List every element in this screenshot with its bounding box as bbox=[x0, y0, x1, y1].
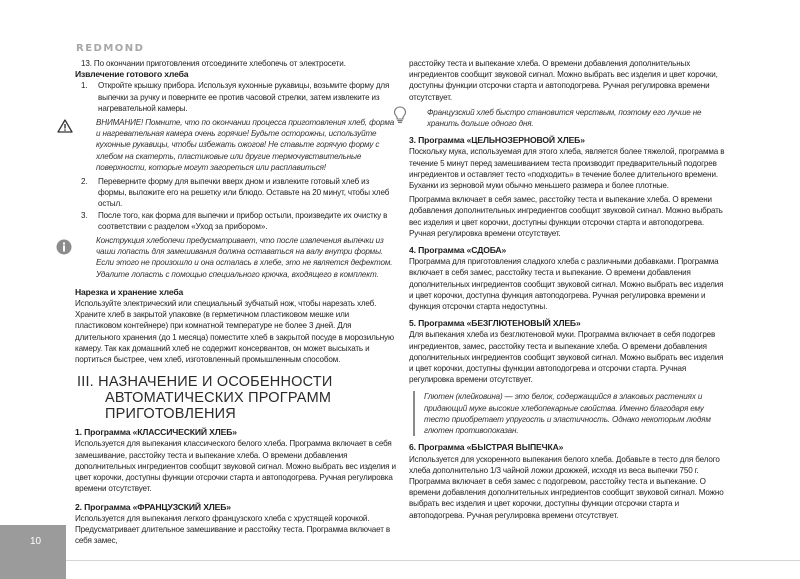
cut-heading: Нарезка и хранение хлеба bbox=[75, 286, 184, 297]
step-2 bbox=[75, 176, 397, 210]
program-6-text: Используется для ускоренного выпекания белого хлеба. Добавьте в тесто для белого хлеба дополнительно 1/3 чайной ложки дрожжей, исходя из веса выпечки 750 г. Программа включает в себя замес с подогревом, расстойку теста и выпекание. О времени добавления дополнительных ингредиентов сообщит звуковой сигнал. Можно выбрать вес изделия и цвет корочки, доступны функции отсрочки старта и автоподогрева. Ручная регулировка времени отсутствует. bbox=[409, 454, 724, 520]
warning-icon bbox=[57, 119, 73, 133]
brand-logo: REDMOND bbox=[76, 43, 145, 54]
lightbulb-icon bbox=[393, 106, 407, 124]
step-3-number: 3. bbox=[81, 210, 88, 220]
step-3 bbox=[75, 210, 397, 232]
info-text: Конструкция хлебопечи предусматривает, что после извлечения выпечки из чаши лопасть для замешивания должна оставаться на валу внутри формы. Если этого не произошло и она осталась в хлебе, это не является дефектом. Удалите лопасть с помощью специального крючка, входящего в комплект. bbox=[96, 236, 393, 279]
tip-text: Французский хлеб быстро становится черствым, поэтому его лучше не хранить дольше одного дня. bbox=[427, 107, 702, 129]
step-1 bbox=[75, 80, 397, 114]
page-number: 10 bbox=[30, 536, 42, 547]
program-5-text: Для выпекания хлеба из безглютеновой муки. Программа включает в себя подогрев ингредиентов, замес, расстойку теста и выпекание хлеба. О времени добавления дополнительных ингредиентов сообщит звуковой сигнал. Можно выбрать вес изделия и цвет корочки, доступны функции автоподогрева и отсрочки старта. Ручная регулировка времени отсутствует. bbox=[409, 330, 724, 385]
program-4-text: Программа для приготовления сладкого хлеба с различными добавками. Программа включает в себя замес, расстойку теста и выпекание. О времени добавления дополнительных ингредиентов сообщит звуковой сигнал. Можно выбрать вес изделия и цвет корочки, доступна функция автоподогрева. Ручная регулировка времени и функция отсрочки старта недоступны. bbox=[409, 257, 724, 312]
section-title-line-1: III. НАЗНАЧЕНИЕ И ОСОБЕННОСТИ bbox=[77, 374, 333, 391]
step-2-number: 2. bbox=[81, 177, 88, 187]
left-column bbox=[75, 58, 397, 546]
program-3-heading: 3. Программа «ЦЕЛЬНОЗЕРНОВОЙ ХЛЕБ» bbox=[409, 135, 585, 146]
program-2-continued: расстойку теста и выпекание хлеба. О времени добавления дополнительных ингредиентов сообщит звуковой сигнал. Можно выбрать вес изделия и цвет корочки, доступны функции отсрочки старта и автоподогрева. Ручная регулировка времени отсутствует. bbox=[409, 59, 718, 102]
warning-note bbox=[75, 117, 397, 173]
extract-heading: Извлечение готового хлеба bbox=[75, 69, 189, 80]
gluten-note bbox=[413, 391, 725, 436]
program-1-text: Используется для выпекания классического белого хлеба. Программа включает в себя замешивание, расстойку теста и выпекание хлеба. О времени добавления дополнительных ингредиентов сообщит звуковой сигнал. Можно выбрать вес изделия и цвет корочки, доступны функции отсрочки старта и автоподогрева. Ручная регулировка времени отсутствует. bbox=[75, 439, 396, 494]
step-13: 13. По окончании приготовления отсоедините хлебопечь от электросети. bbox=[81, 59, 346, 68]
cut-text: Используйте электрический или специальный зубчатый нож, чтобы нарезать хлеб. Храните хлеб в закрытой упаковке (в герметичном пластиковом мешке или пластиковом контейнере) при комнатной температуре не более 3 дней. Для длительного хранения (до 1 месяца) поместите хлеб в закрытой посуде в морозильную камеру. Так как домашний хлеб не содержит консервантов, он может высыхать и портиться быстрее, чем хлеб, изготовленный промышленным способом. bbox=[75, 299, 394, 365]
program-2-text: Используется для выпекания легкого французского хлеба с хрустящей корочкой. Предусматривает длительное замешивание и расстойку теста. Программа включает в себя замес, bbox=[75, 513, 391, 546]
program-5-heading: 5. Программа «БЕЗГЛЮТЕНОВЫЙ ХЛЕБ» bbox=[409, 318, 581, 329]
step-1-number: 1. bbox=[81, 81, 88, 91]
program-4-heading: 4. Программа «СДОБА» bbox=[409, 245, 507, 256]
program-2-heading: 2. Программа «ФРАНЦУЗСКИЙ ХЛЕБ» bbox=[75, 501, 231, 512]
page-number-tab bbox=[0, 525, 66, 579]
program-3-text-1: Поскольку мука, используемая для этого хлеба, является более тяжелой, программа в течение 5 минут перед замешиванием теста производит предварительный подогрев ингредиентов и оставляет тесто «подходить» в течение более длительного времени. Буханки из зерновой муки обычно меньшего размера и более плотные. bbox=[409, 147, 725, 191]
footer-rule bbox=[66, 560, 800, 561]
program-3-text-2: Программа включает в себя замес, расстойку теста и выпекание хлеба. О времени добавления дополнительных ингредиентов сообщит звуковой сигнал. Можно выбрать вес изделия и цвет корочки, доступны функции отсрочки старта и автоподогрева. Ручная регулировка времени отсутствует. bbox=[409, 195, 723, 238]
step-1-text: Откройте крышку прибора. Используя кухонные рукавицы, возьмите форму для выпечки за ручку и поверните ее против часовой стрелки, затем извлеките из нагревательной камеры. bbox=[98, 81, 390, 113]
gluten-note-text: Глютен (клейковина) — это белок, содержащийся в злаковых растениях и придающий муке высокие хлебопекарные свойства. Именно благодаря ему тесто приобретает упругость и эластичность. Однако некоторым людям глютен противопоказан. bbox=[424, 392, 711, 436]
step-2-text: Переверните форму для выпечки вверх дном и извлеките готовый хлеб из формы, выложите его на решетку или блюдо. Оставьте на 20 минут, чтобы хлеб остыл. bbox=[98, 177, 390, 209]
info-note bbox=[75, 235, 397, 280]
step-3-text: После того, как форма для выпечки и прибор остыли, произведите их очистку в соответствии с разделом «Уход за прибором». bbox=[98, 210, 388, 231]
info-icon bbox=[56, 239, 72, 255]
section-title bbox=[75, 374, 397, 422]
tip-note bbox=[409, 107, 725, 129]
right-column bbox=[409, 58, 725, 521]
section-title-line-2: АВТОМАТИЧЕСКИХ ПРОГРАММ ПРИГОТОВЛЕНИЯ bbox=[105, 390, 332, 423]
program-6-heading: 6. Программа «БЫСТРАЯ ВЫПЕЧКА» bbox=[409, 442, 564, 453]
warning-text: ВНИМАНИЕ! Помните, что по окончании процесса приготовления хлеб, форма и нагревательная камера очень горячие! Будьте осторожны, используйте кухонные рукавицы, чтобы избежать ожогов! Не ставьте горячую форму с хлебом на скатерть, пластиковые или другие термочувствительные поверхности, которые могут загореться или расплавиться! bbox=[96, 118, 395, 172]
program-1-heading: 1. Программа «КЛАССИЧЕСКИЙ ХЛЕБ» bbox=[75, 427, 237, 438]
